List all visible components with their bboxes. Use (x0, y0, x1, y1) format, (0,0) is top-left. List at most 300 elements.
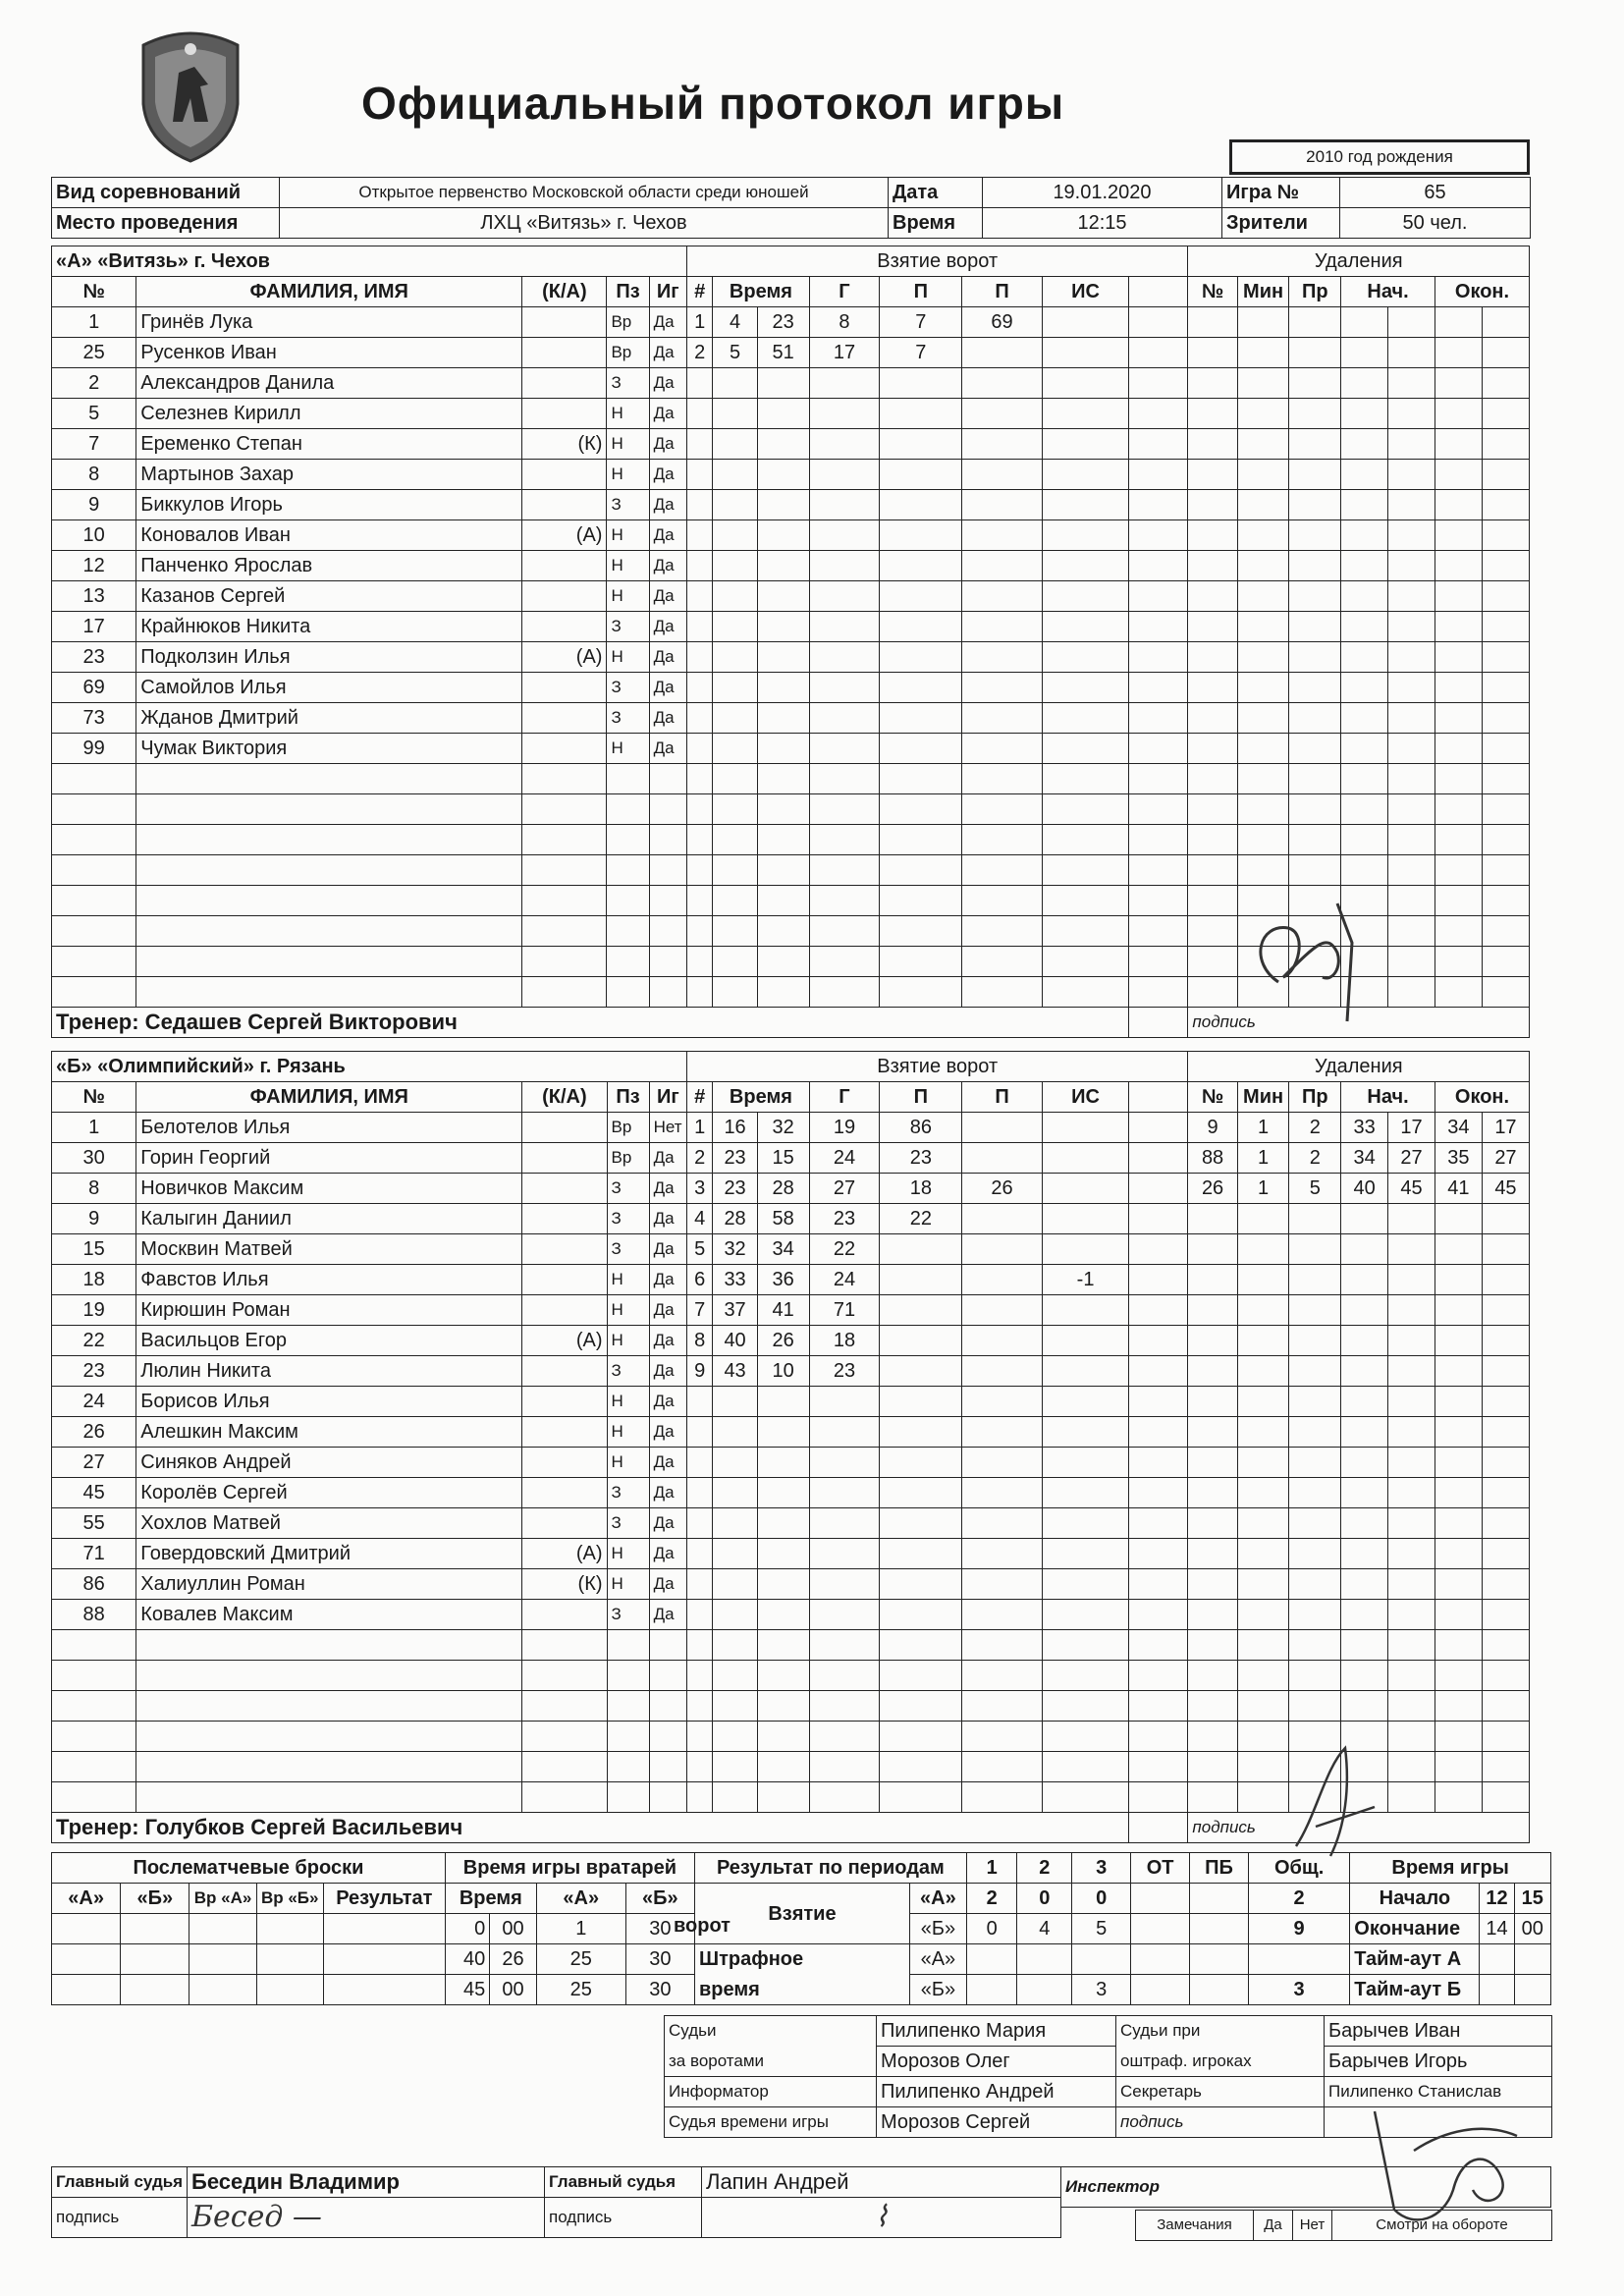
goal-number (686, 1661, 712, 1691)
goal-second (757, 1448, 809, 1478)
player-name (136, 1752, 522, 1782)
player-name: Чумак Виктория (136, 734, 522, 764)
goal-assist-2 (962, 1143, 1042, 1174)
goal-scorer (809, 1782, 880, 1813)
penalty-start-second (1388, 368, 1435, 399)
penalty-reason (1289, 490, 1341, 520)
remarks-yes[interactable]: Да (1254, 2211, 1293, 2241)
player-number (52, 855, 136, 886)
player-position: З (607, 1174, 649, 1204)
goal-strength (1042, 1569, 1129, 1600)
goal-assist-2 (962, 429, 1042, 460)
page-title: Официальный протокол игры (361, 78, 1065, 129)
goal-extra (1129, 916, 1188, 947)
player-position (607, 1691, 649, 1722)
penalty-end-minute (1435, 1782, 1482, 1813)
goal-assist-1 (880, 1691, 962, 1722)
penalty-start-second (1388, 1295, 1435, 1326)
penalty-minutes (1237, 825, 1289, 855)
goal-minute (713, 1448, 758, 1478)
player-captain (522, 855, 607, 886)
pim-b-p3: 3 (1072, 1975, 1131, 2005)
goal-scorer (809, 1539, 880, 1569)
penalty-end-minute (1435, 551, 1482, 581)
player-name: Кирюшин Роман (136, 1295, 522, 1326)
goal-number (686, 1448, 712, 1478)
goal-assist-2 (962, 1326, 1042, 1356)
info-table (51, 177, 1531, 239)
col-goal-number: # (686, 1082, 712, 1113)
goal-second: 28 (757, 1174, 809, 1204)
penalty-start-second (1388, 429, 1435, 460)
penalty-start-minute (1341, 551, 1388, 581)
pim-label-1: Штрафное (694, 1944, 909, 1975)
goal-scorer (809, 1478, 880, 1508)
period-3: 3 (1072, 1853, 1131, 1884)
pim-b-p2 (1017, 1975, 1072, 2005)
goal-extra (1129, 1356, 1188, 1387)
col-name: ФАМИЛИЯ, ИМЯ (136, 1082, 522, 1113)
penalty-number (1188, 1630, 1237, 1661)
penalty-end-minute (1435, 520, 1482, 551)
player-captain (522, 1174, 607, 1204)
penalty-start-minute (1341, 642, 1388, 673)
player-name (136, 794, 522, 825)
goal-assist-1 (880, 1234, 962, 1265)
penalty-start-minute (1341, 825, 1388, 855)
table-row (52, 1387, 1530, 1417)
player-played: Нет (649, 1113, 686, 1143)
pim-b-ot (1131, 1975, 1190, 2005)
player-played (649, 977, 686, 1008)
player-position: Вр (607, 1143, 649, 1174)
penalty-number: 88 (1188, 1143, 1237, 1174)
penalty-number (1188, 1387, 1237, 1417)
goal-assist-1 (880, 825, 962, 855)
penalty-start-second (1388, 551, 1435, 581)
player-captain: (А) (522, 520, 607, 551)
player-captain: (К) (522, 1569, 607, 1600)
goal-strength (1042, 947, 1129, 977)
goal-extra (1129, 794, 1188, 825)
pim-a-ot (1131, 1944, 1190, 1975)
player-number: 15 (52, 1234, 136, 1265)
penalty-start-second (1388, 1326, 1435, 1356)
team-title: «Б» «Олимпийский» г. Рязань (52, 1052, 687, 1082)
goal-second: 34 (757, 1234, 809, 1265)
penalty-end-minute (1435, 1539, 1482, 1569)
goal-scorer (809, 581, 880, 612)
goal-second (757, 368, 809, 399)
player-number (52, 764, 136, 794)
penalty-minutes (1237, 673, 1289, 703)
goal-number (686, 1387, 712, 1417)
remarks-no[interactable]: Нет (1293, 2211, 1332, 2241)
penalty-end-second (1482, 460, 1529, 490)
goal-second (757, 520, 809, 551)
table-row (52, 825, 1530, 855)
penalty-end-second (1482, 1356, 1529, 1387)
penalty-minutes (1237, 399, 1289, 429)
goal-judge-1: Пилипенко Мария (877, 2016, 1116, 2047)
penalty-end-second: 17 (1482, 1113, 1529, 1143)
goal-strength (1042, 1113, 1129, 1143)
shootout-col-a: «А» (52, 1884, 121, 1914)
goal-minute (713, 642, 758, 673)
penalty-reason (1289, 1234, 1341, 1265)
goal-extra (1129, 1569, 1188, 1600)
penalty-reason (1289, 1661, 1341, 1691)
table-row (52, 764, 1530, 794)
table-row (52, 338, 1530, 368)
penalty-end-minute: 41 (1435, 1174, 1482, 1204)
goal-second (757, 429, 809, 460)
goal-minute (713, 1691, 758, 1722)
table-row (52, 1539, 1530, 1569)
player-name: Синяков Андрей (136, 1448, 522, 1478)
goal-scorer: 22 (809, 1234, 880, 1265)
player-number (52, 1691, 136, 1722)
player-position: З (607, 1600, 649, 1630)
player-captain (522, 734, 607, 764)
player-number (52, 947, 136, 977)
penalty-end-minute (1435, 794, 1482, 825)
player-captain: (А) (522, 1539, 607, 1569)
player-number: 12 (52, 551, 136, 581)
penalty-number (1188, 581, 1237, 612)
player-name: Говердовский Дмитрий (136, 1539, 522, 1569)
player-name: Русенков Иван (136, 338, 522, 368)
pim-b-p1 (966, 1975, 1017, 2005)
goal-assist-1 (880, 551, 962, 581)
goal-assist-1 (880, 1752, 962, 1782)
goal-extra (1129, 307, 1188, 338)
goal-scorer (809, 886, 880, 916)
player-position: Н (607, 1295, 649, 1326)
goal-assist-2 (962, 947, 1042, 977)
player-captain (522, 1600, 607, 1630)
goal-assist-1 (880, 1478, 962, 1508)
player-number: 55 (52, 1508, 136, 1539)
player-captain (522, 1782, 607, 1813)
player-captain (522, 1752, 607, 1782)
goal-strength (1042, 1234, 1129, 1265)
goal-assist-2 (962, 1265, 1042, 1295)
penalty-minutes (1237, 642, 1289, 673)
player-captain (522, 1387, 607, 1417)
penalty-end-second (1482, 490, 1529, 520)
goal-assist-1 (880, 764, 962, 794)
goal-minute (713, 855, 758, 886)
goal-scorer (809, 551, 880, 581)
table-row (52, 673, 1530, 703)
penalty-end-second (1482, 581, 1529, 612)
venue-label: Место проведения (52, 208, 280, 239)
penalty-reason (1289, 1448, 1341, 1478)
goal-extra (1129, 1508, 1188, 1539)
goal-scorer: 8 (809, 307, 880, 338)
player-number (52, 1630, 136, 1661)
goal-strength (1042, 1295, 1129, 1326)
goal-number (686, 551, 712, 581)
penalty-end-second (1482, 1630, 1529, 1661)
penalty-number (1188, 703, 1237, 734)
goal-minute (713, 794, 758, 825)
goal-number (686, 581, 712, 612)
player-number: 5 (52, 399, 136, 429)
goals-b-p3: 5 (1072, 1914, 1131, 1944)
goals-a-p2: 0 (1017, 1884, 1072, 1914)
player-played: Да (649, 1143, 686, 1174)
goal-assist-1: 86 (880, 1113, 962, 1143)
end-minute: 00 (1514, 1914, 1550, 1944)
penalty-end-second (1482, 673, 1529, 703)
goal-assist-1 (880, 1417, 962, 1448)
penalty-reason (1289, 1600, 1341, 1630)
goal-scorer (809, 673, 880, 703)
col-pen-start: Нач. (1341, 277, 1435, 307)
goal-assist-2 (962, 1478, 1042, 1508)
goal-minute (713, 1478, 758, 1508)
goal-number (686, 855, 712, 886)
goal-number (686, 977, 712, 1008)
player-captain (522, 1295, 607, 1326)
goal-minute (713, 916, 758, 947)
col-pen-start: Нач. (1341, 1082, 1435, 1113)
goal-extra (1129, 581, 1188, 612)
pim-label-2: время (694, 1975, 909, 2005)
goal-scorer (809, 1600, 880, 1630)
goal-extra (1129, 673, 1188, 703)
player-position: Вр (607, 307, 649, 338)
player-captain (522, 1691, 607, 1722)
goal-number: 7 (686, 1295, 712, 1326)
penalty-start-minute (1341, 1508, 1388, 1539)
player-number: 9 (52, 1204, 136, 1234)
goal-assist-2 (962, 368, 1042, 399)
goal-number (686, 490, 712, 520)
player-played: Да (649, 520, 686, 551)
player-played (649, 1630, 686, 1661)
player-number: 2 (52, 368, 136, 399)
penalty-start-second (1388, 1478, 1435, 1508)
chief-referee-1-label: Главный судья (52, 2167, 188, 2198)
goal-minute: 37 (713, 1295, 758, 1326)
penalty-start-second (1388, 703, 1435, 734)
goal-assist-1 (880, 1448, 962, 1478)
table-row (52, 1569, 1530, 1600)
goal-extra (1129, 1204, 1188, 1234)
player-number: 73 (52, 703, 136, 734)
goal-second (757, 1630, 809, 1661)
player-captain (522, 460, 607, 490)
goal-minute (713, 703, 758, 734)
player-played: Да (649, 1600, 686, 1630)
penalty-end-minute (1435, 1387, 1482, 1417)
penalty-number (1188, 612, 1237, 642)
player-captain (522, 673, 607, 703)
penalty-reason (1289, 703, 1341, 734)
penalty-end-minute (1435, 977, 1482, 1008)
goal-extra (1129, 1478, 1188, 1508)
goal-second (757, 399, 809, 429)
goal-assist-1 (880, 1569, 962, 1600)
player-played (649, 764, 686, 794)
penalty-end-minute (1435, 1691, 1482, 1722)
goal-extra (1129, 977, 1188, 1008)
date-label: Дата (889, 178, 983, 208)
signature-label: подпись (545, 2198, 702, 2238)
player-played: Да (649, 581, 686, 612)
goal-number (686, 520, 712, 551)
goal-second (757, 886, 809, 916)
penalty-minutes (1237, 1326, 1289, 1356)
col-pen-end: Окон. (1435, 277, 1529, 307)
shootout-col-b: «Б» (121, 1884, 189, 1914)
penalty-number (1188, 916, 1237, 947)
goal-second: 23 (757, 307, 809, 338)
goal-number (686, 368, 712, 399)
goal-assist-1 (880, 734, 962, 764)
penalty-reason (1289, 855, 1341, 886)
player-position: З (607, 612, 649, 642)
penalty-minutes: 1 (1237, 1113, 1289, 1143)
goal-scorer (809, 734, 880, 764)
player-position: З (607, 1204, 649, 1234)
goals-b-pb (1190, 1914, 1249, 1944)
player-number (52, 1752, 136, 1782)
goal-minute (713, 886, 758, 916)
goal-number (686, 1478, 712, 1508)
player-name (136, 855, 522, 886)
player-name (136, 947, 522, 977)
goal-second (757, 1752, 809, 1782)
goal-number (686, 1691, 712, 1722)
goal-number (686, 1722, 712, 1752)
gk-row-a: 25 (536, 1975, 625, 2005)
goal-assist-2 (962, 1356, 1042, 1387)
penalty-number (1188, 1508, 1237, 1539)
goal-number: 4 (686, 1204, 712, 1234)
penalty-minutes (1237, 1539, 1289, 1569)
secretary-label: Секретарь (1116, 2077, 1325, 2107)
goal-assist-2: 26 (962, 1174, 1042, 1204)
goal-extra (1129, 703, 1188, 734)
penalty-number (1188, 551, 1237, 581)
goal-extra (1129, 338, 1188, 368)
goal-number: 2 (686, 1143, 712, 1174)
player-name: Еременко Степан (136, 429, 522, 460)
penalties-section-title: Удаления (1188, 1052, 1530, 1082)
penalty-minutes (1237, 429, 1289, 460)
player-played: Да (649, 490, 686, 520)
birth-year-box (1229, 139, 1530, 175)
col-name: ФАМИЛИЯ, ИМЯ (136, 277, 522, 307)
penalty-number (1188, 1417, 1237, 1448)
goal-second: 26 (757, 1326, 809, 1356)
penalty-end-minute (1435, 460, 1482, 490)
goal-assist-1 (880, 794, 962, 825)
goal-second (757, 947, 809, 977)
player-number: 88 (52, 1600, 136, 1630)
goal-second (757, 1722, 809, 1752)
player-name: Люлин Никита (136, 1356, 522, 1387)
penalty-start-minute (1341, 1661, 1388, 1691)
goal-number: 8 (686, 1326, 712, 1356)
goal-number: 9 (686, 1356, 712, 1387)
player-number: 18 (52, 1265, 136, 1295)
goal-assist-1 (880, 703, 962, 734)
col-goal-time: Время (713, 1082, 809, 1113)
penalty-end-second (1482, 1539, 1529, 1569)
penalty-end-minute (1435, 916, 1482, 947)
penalty-minutes (1237, 734, 1289, 764)
goal-scorer: 23 (809, 1204, 880, 1234)
player-captain (522, 490, 607, 520)
goal-assist-1 (880, 1265, 962, 1295)
gk-row-second: 00 (490, 1914, 537, 1944)
goal-assist-2 (962, 1691, 1042, 1722)
table-row (52, 1113, 1530, 1143)
table-row (52, 1174, 1530, 1204)
penalty-end-second (1482, 1326, 1529, 1356)
penalty-end-second: 45 (1482, 1174, 1529, 1204)
goal-scorer (809, 1722, 880, 1752)
goal-minute (713, 612, 758, 642)
goal-strength (1042, 368, 1129, 399)
period-2: 2 (1017, 1853, 1072, 1884)
penalty-end-minute (1435, 1630, 1482, 1661)
table-row (52, 1630, 1530, 1661)
penalty-minutes: 1 (1237, 1174, 1289, 1204)
player-played (649, 794, 686, 825)
penalty-end-second (1482, 1782, 1529, 1813)
penalty-reason (1289, 551, 1341, 581)
penalty-minutes (1237, 855, 1289, 886)
penalty-number (1188, 734, 1237, 764)
player-name: Халиуллин Роман (136, 1569, 522, 1600)
table-row (52, 734, 1530, 764)
penalty-start-second (1388, 581, 1435, 612)
penalty-reason (1289, 764, 1341, 794)
goals-section-title: Взятие ворот (686, 1052, 1187, 1082)
player-name: Самойлов Илья (136, 673, 522, 703)
goal-assist-1 (880, 673, 962, 703)
player-played: Да (649, 307, 686, 338)
goal-minute (713, 1661, 758, 1691)
penalty-start-minute (1341, 1234, 1388, 1265)
pim-b-pb (1190, 1975, 1249, 2005)
penalty-reason (1289, 642, 1341, 673)
penalty-end-second (1482, 1722, 1529, 1752)
goal-assist-1 (880, 520, 962, 551)
player-captain (522, 368, 607, 399)
player-position: Вр (607, 338, 649, 368)
penalty-minutes (1237, 794, 1289, 825)
goal-strength (1042, 1539, 1129, 1569)
penalty-reason (1289, 429, 1341, 460)
penalty-reason (1289, 673, 1341, 703)
player-name: Алешкин Максим (136, 1417, 522, 1448)
goal-strength (1042, 1204, 1129, 1234)
shootout-title: Послематчевые броски (52, 1853, 446, 1884)
player-name: Панченко Ярослав (136, 551, 522, 581)
chief-referee-1: Беседин Владимир (188, 2167, 545, 2198)
player-position: З (607, 1508, 649, 1539)
goal-extra (1129, 612, 1188, 642)
col-position: Пз (607, 277, 649, 307)
goal-assist-1 (880, 399, 962, 429)
